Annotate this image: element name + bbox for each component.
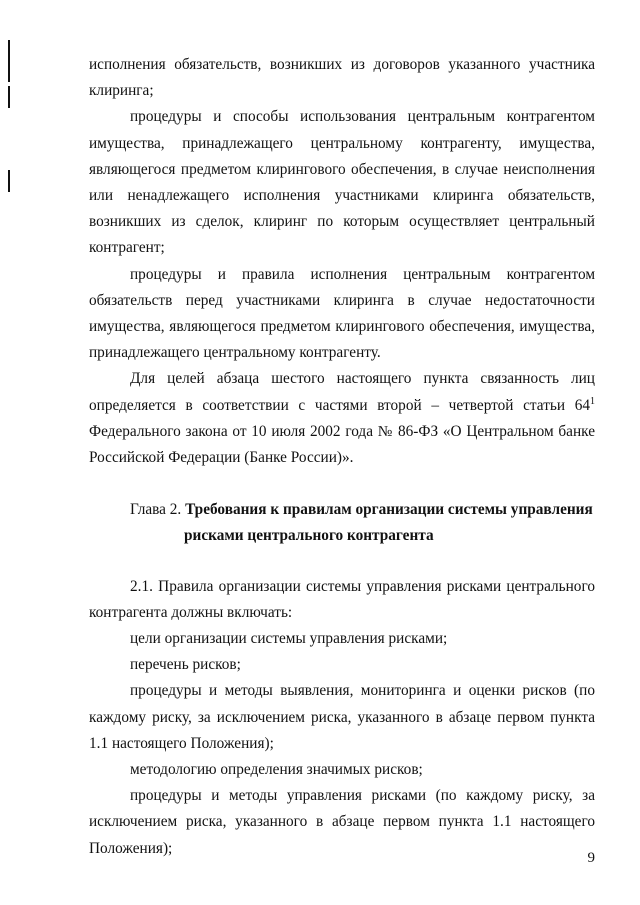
list-item-methodology: методологию определения значимых рисков; <box>130 761 423 779</box>
chapter-heading <box>89 497 595 549</box>
spacer <box>89 471 595 497</box>
document-page <box>89 52 595 862</box>
section-2-1-intro: 2.1. Правила организации системы управления рисками центрального контрагента должны включать: <box>89 577 595 621</box>
margin-mark-1 <box>8 40 10 82</box>
chapter-prefix: Глава 2. <box>130 501 182 519</box>
margin-mark-2 <box>8 86 10 108</box>
margin-mark-3 <box>8 170 10 192</box>
page-number: 9 <box>587 850 595 866</box>
list-item-risk-list: перечень рисков; <box>130 656 241 674</box>
spacer <box>89 550 595 574</box>
footnote-superscript: 1 <box>590 395 595 407</box>
paragraph-related-parties <box>89 366 595 471</box>
paragraph-continuation: исполнения обязательств, возникших из договоров указанного участника клиринга; <box>89 56 595 100</box>
paragraph-related-parties-text: Для целей абзаца шестого настоящего пункта связанность лиц определяется в соответствии с частями второй – четвертой статьи 64 <box>89 370 595 414</box>
list-item-management: процедуры и методы управления рисками (по каждому риску, за исключением риска, указанного в абзаце первом пункта 1.1 настоящего Положения); <box>89 787 595 857</box>
list-item-goals: цели организации системы управления рисками; <box>130 630 448 648</box>
paragraph-procedures-property: процедуры и способы использования центральным контрагентом имущества, принадлежащего центральному контрагенту, имущества, являющегося предметом клирингового обеспечения, в случае неисполнения или ненадлежащего исполнения участниками клиринга обязательств, возникших из сделок, клиринг по которым осуществляет центральный контрагент; <box>89 108 595 257</box>
paragraph-related-parties-tail: Федерального закона от 10 июля 2002 года № 86-ФЗ «О Центральном банке Российской Федерации (Банке России)». <box>89 422 595 467</box>
paragraph-procedures-obligations: процедуры и правила исполнения центральным контрагентом обязательств перед участниками клиринга в случае недостаточности имущества, являющегося предметом клирингового обеспечения, имущества, принадлежащего центральному контрагенту. <box>89 265 595 362</box>
chapter-title-line2: рисками центрального контрагента <box>184 527 434 545</box>
list-item-identification: процедуры и методы выявления, мониторинга и оценки рисков (по каждому риску, за исключением риска, указанного в абзаце первом пункта 1.1 настоящего Положения); <box>89 682 595 752</box>
chapter-title-line1: Требования к правилам организации системы управления <box>185 501 593 519</box>
